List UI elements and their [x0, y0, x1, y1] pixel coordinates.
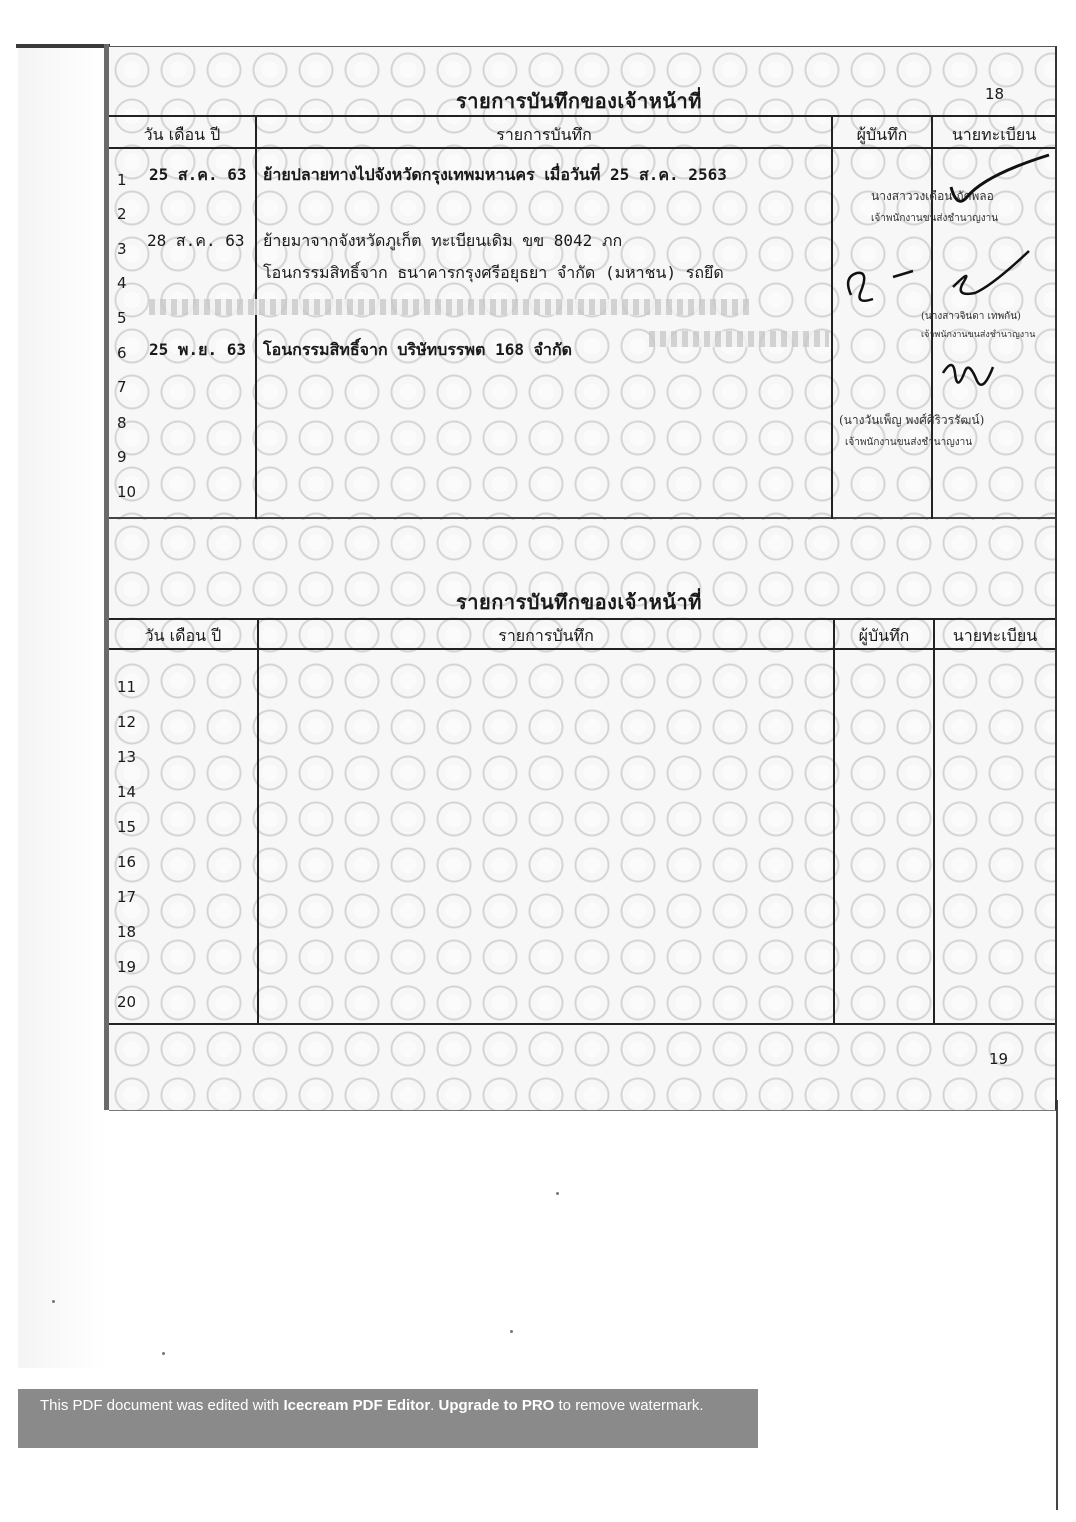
- row-number: 5: [117, 309, 127, 327]
- officer-name: (นางวันเพ็ญ พงศ์ศิริวรรัฒน์): [839, 413, 985, 427]
- record-page-19: [109, 520, 1057, 1111]
- watermark-text: .: [430, 1397, 439, 1414]
- scan-edge: [1056, 1100, 1058, 1510]
- illegible-text: [649, 331, 829, 347]
- row-number: 13: [117, 748, 137, 766]
- header-date: วัน เดือน ปี: [144, 626, 222, 645]
- column-divider: [255, 115, 257, 519]
- page-number: 18: [985, 85, 1005, 103]
- watermark-text: to remove watermark.: [554, 1397, 704, 1414]
- watermark-product: Icecream PDF Editor: [283, 1397, 431, 1414]
- row-number: 8: [117, 414, 127, 432]
- row-number: 11: [117, 678, 137, 696]
- page-title: รายการบันทึกของเจ้าหน้าที่: [456, 89, 702, 113]
- page-title: รายการบันทึกของเจ้าหน้าที่: [456, 590, 702, 614]
- row-number: 12: [117, 713, 137, 731]
- row-number: 7: [117, 378, 127, 396]
- row-number: 15: [117, 818, 137, 836]
- scan-speck: [52, 1300, 55, 1303]
- officer-title: เจ้าพนักงานขนส่งชำนาญงาน: [871, 213, 999, 224]
- scan-edge: [16, 44, 110, 48]
- row-number: 9: [117, 448, 127, 466]
- header-date: วัน เดือน ปี: [143, 125, 221, 144]
- column-divider: [257, 618, 259, 1025]
- header-registrar: นายทะเบียน: [951, 125, 1037, 144]
- entry-date: 28 ส.ค. 63: [147, 231, 245, 250]
- page-number: 19: [989, 1050, 1009, 1068]
- row-number: 20: [117, 993, 137, 1011]
- signature: [939, 353, 999, 399]
- row-number: 16: [117, 853, 137, 871]
- signature: [833, 247, 1033, 317]
- header-record: รายการบันทึก: [496, 125, 592, 144]
- row-number: 14: [117, 783, 137, 801]
- scan-speck: [162, 1352, 165, 1355]
- row-number: 17: [117, 888, 137, 906]
- row-number: 6: [117, 344, 127, 362]
- table-rule: [109, 618, 1055, 620]
- row-number: 3: [117, 240, 127, 258]
- scan-shadow: [18, 48, 106, 1368]
- header-record: รายการบันทึก: [498, 626, 594, 645]
- watermark-text: This PDF document was edited with: [40, 1397, 284, 1414]
- header-recorder: ผู้บันทึก: [856, 125, 908, 144]
- column-divider: [831, 115, 833, 519]
- row-number: 10: [117, 483, 137, 501]
- table-rule: [109, 517, 1055, 519]
- editor-watermark: [18, 1389, 758, 1448]
- entry-text: โอนกรรมสิทธิ์จาก บริษัทบรรพต 168 จำกัด: [263, 340, 573, 359]
- table-rule: [109, 1023, 1055, 1025]
- scan-speck: [510, 1330, 513, 1333]
- table-rule: [109, 115, 1055, 117]
- row-number: 18: [117, 923, 137, 941]
- scan-speck: [556, 1192, 559, 1195]
- entry-text: ย้ายมาจากจังหวัดภูเก็ต ทะเบียนเดิม ขข 8042 ภก: [263, 231, 623, 250]
- entry-text: ย้ายปลายทางไปจังหวัดกรุงเทพมหานคร เมื่อวันที่ 25 ส.ค. 2563: [263, 165, 727, 184]
- row-number: 1: [117, 171, 127, 189]
- row-number: 2: [117, 205, 127, 223]
- signature-checkmark: [945, 147, 1055, 217]
- row-number: 4: [117, 274, 127, 292]
- officer-title: เจ้าพนักงานขนส่งชำนาญงาน: [845, 437, 973, 448]
- watermark-upgrade-link[interactable]: Upgrade to PRO: [438, 1397, 555, 1414]
- officer-name: (นางสาวจินดา เทพกัน): [921, 311, 1021, 322]
- column-divider: [833, 618, 835, 1025]
- header-registrar: นายทะเบียน: [952, 626, 1038, 645]
- officer-title: เจ้าพนักงานขนส่งชำนาญงาน: [921, 330, 1036, 340]
- entry-text: โอนกรรมสิทธิ์จาก ธนาคารกรุงศรีอยุธยา จำกัด (มหาชน) รถยึด: [263, 263, 724, 282]
- illegible-text: [149, 299, 749, 315]
- column-divider: [933, 618, 935, 1025]
- record-page-18: [109, 46, 1057, 521]
- entry-date: 25 ส.ค. 63: [149, 165, 247, 184]
- row-number: 19: [117, 958, 137, 976]
- officer-name: นางสาววงเดือน ถัดพลอ: [871, 189, 994, 203]
- header-recorder: ผู้บันทึก: [858, 626, 910, 645]
- entry-date: 25 พ.ย. 63: [149, 340, 246, 359]
